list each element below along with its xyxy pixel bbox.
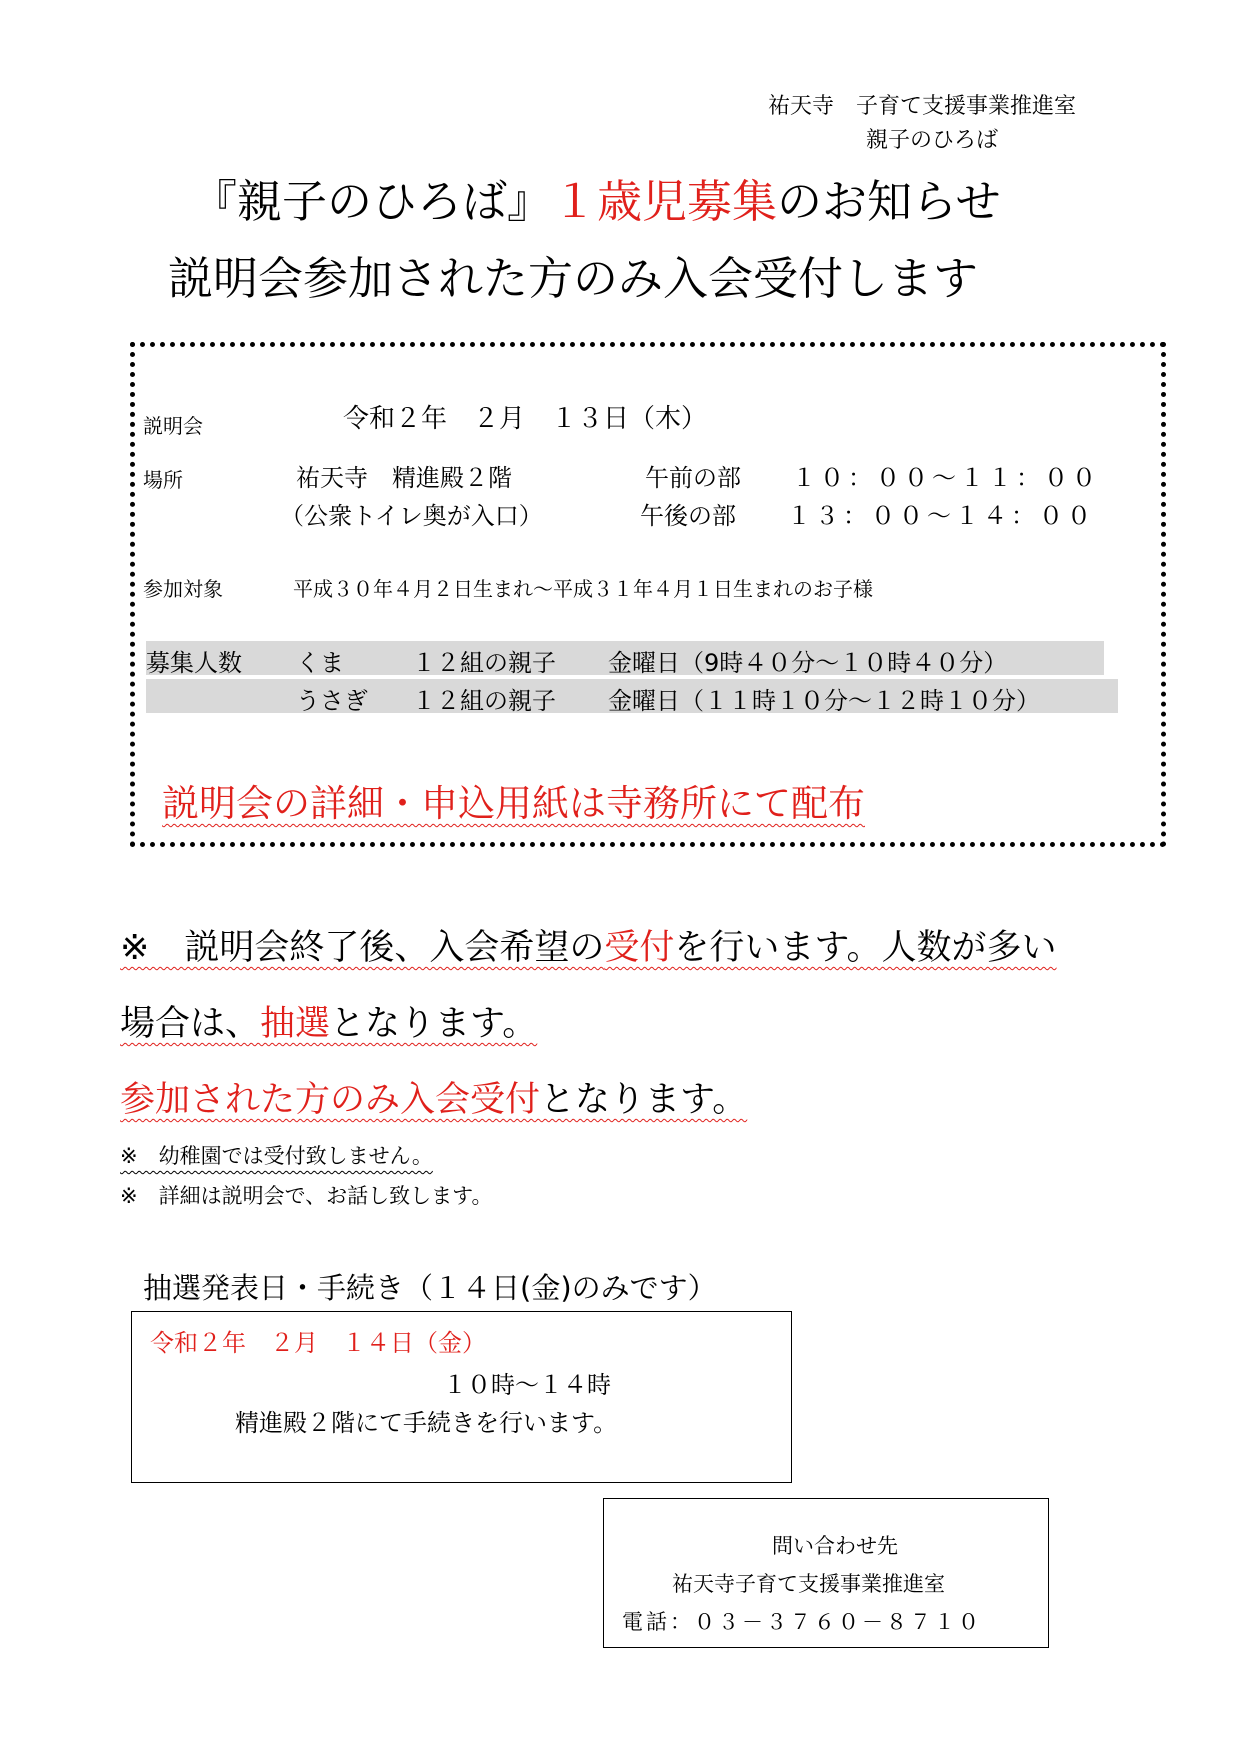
- note-line-2-lottery: 抽選: [260, 1004, 331, 1044]
- detail-distribution-notice: 説明会の詳細・申込用紙は寺務所にて配布: [162, 782, 865, 825]
- org-line-2: 親子のひろば: [866, 128, 999, 153]
- session-date: 令和２年 ２月 １３日（木）: [343, 404, 708, 434]
- group-schedule-kuma: 金曜日（9時４０分～１０時４０分）: [608, 649, 1008, 677]
- afternoon-label: 午後の部: [640, 502, 736, 530]
- morning-time: １０：００～１１：００: [792, 464, 1100, 492]
- group-count-kuma: １２組の親子: [412, 649, 556, 677]
- title-recruit-highlight: １歳児募集: [552, 175, 778, 228]
- place-name: 祐天寺 精進殿２階: [296, 464, 512, 492]
- page-title-line-1: [192, 165, 1001, 230]
- place-note: （公衆トイレ奥が入口）: [280, 502, 543, 530]
- note-line-3-b: となります。: [540, 1080, 748, 1120]
- page-title-line-2: 説明会参加された方のみ入会受付します: [168, 252, 979, 305]
- note-line-3-highlight: 参加された方のみ入会受付: [120, 1080, 541, 1120]
- session-label: 説明会: [143, 414, 203, 438]
- lottery-place: 精進殿２階にて手続きを行います。: [235, 1409, 618, 1437]
- note-line-2-c: となります。: [330, 1004, 538, 1044]
- note-line-2-a: 場合は、: [120, 1004, 261, 1044]
- lottery-date: 令和２年 ２月 １４日（金）: [150, 1329, 486, 1357]
- recruit-label: 募集人数: [146, 649, 242, 677]
- note-line-1-a: ※ 説明会終了後、入会希望の: [120, 928, 605, 968]
- group-schedule-usagi: 金曜日（１１時１０分～１２時１０分）: [608, 687, 1040, 715]
- contact-org: 祐天寺子育て支援事業推進室: [672, 1572, 945, 1596]
- note-line-3: [120, 1072, 747, 1122]
- note-line-1-c: を行います。人数が多い: [674, 928, 1057, 968]
- note-small-1: ※ 幼稚園では受付致しません。: [120, 1144, 433, 1168]
- target-label: 参加対象: [143, 577, 223, 601]
- place-label: 場所: [143, 468, 183, 492]
- lottery-title: 抽選発表日・手続き（１４日(金)のみです）: [143, 1271, 717, 1305]
- note-small-2: ※ 詳細は説明会で、お話し致します。: [120, 1184, 493, 1208]
- group-count-usagi: １２組の親子: [412, 687, 556, 715]
- lottery-time: １０時～１４時: [443, 1371, 611, 1399]
- morning-label: 午前の部: [645, 464, 741, 492]
- target-text: 平成３０年４月２日生まれ～平成３１年４月１日生まれのお子様: [293, 577, 873, 601]
- title-notice: のお知らせ: [777, 175, 1001, 228]
- afternoon-time: １３：００～１４：００: [787, 502, 1095, 530]
- note-line-1: [120, 920, 1057, 970]
- note-line-2: [120, 996, 537, 1046]
- contact-phone: 電話：０３－３７６０－８７１０: [622, 1610, 982, 1634]
- group-name-kuma: くま: [296, 649, 344, 677]
- organization-header: [768, 90, 1076, 158]
- group-name-usagi: うさぎ: [296, 687, 368, 715]
- title-program-name: 『親子のひろば』: [192, 175, 553, 228]
- contact-heading: 問い合わせ先: [772, 1534, 898, 1558]
- org-line-1: 祐天寺 子育て支援事業推進室: [768, 94, 1077, 119]
- note-line-1-reception: 受付: [604, 928, 675, 968]
